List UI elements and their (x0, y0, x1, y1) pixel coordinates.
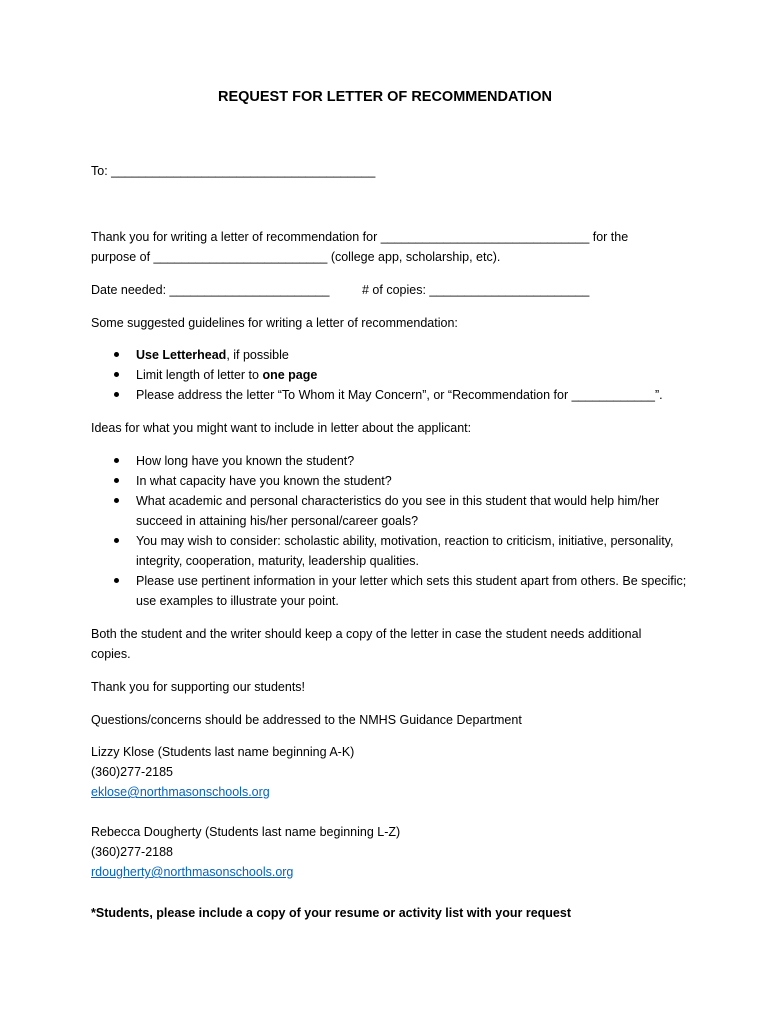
list-item (91, 491, 691, 531)
copy-note-line-2: copies. (91, 647, 131, 661)
idea-text: In what capacity have you known the student? (136, 474, 392, 488)
contact2-email-link[interactable]: rdougherty@northmasonschools.org (91, 865, 294, 879)
contact1-name: Lizzy Klose (Students last name beginning A-K) (91, 745, 355, 759)
guideline-letterhead: Use Letterhead (136, 348, 227, 362)
list-item (91, 571, 691, 611)
contact1-phone: (360)277-2185 (91, 765, 174, 779)
copies-count: # of copies: _______________________ (362, 283, 590, 297)
thanks-line-2: purpose of _________________________ (college app, scholarship, etc). (91, 250, 501, 264)
idea-text: How long have you known the student? (136, 454, 355, 468)
questions-note: Questions/concerns should be addressed to the NMHS Guidance Department (91, 713, 522, 727)
guidelines-intro: Some suggested guidelines for writing a letter of recommendation: (91, 316, 458, 330)
list-item (91, 471, 691, 491)
guidelines-list (91, 345, 691, 405)
idea-text: Please use pertinent information in your letter which sets this student apart from others. Be specific; use examples to illustrate your point. (136, 574, 687, 608)
list-item (91, 365, 691, 385)
list-item (91, 531, 691, 571)
contact2-phone: (360)277-2188 (91, 845, 174, 859)
contact1-email-link[interactable]: eklose@northmasonschools.org (91, 785, 270, 799)
list-item (91, 451, 691, 471)
idea-text: What academic and personal characteristics do you see in this student that would help him/her succeed in attaining his/her personal/career goals? (136, 494, 660, 528)
footer-note: *Students, please include a copy of your resume or activity list with your request (91, 906, 571, 920)
bullet-icon (114, 352, 119, 357)
date-needed: Date needed: _______________________ (91, 283, 330, 297)
document-title: REQUEST FOR LETTER OF RECOMMENDATION (217, 89, 553, 105)
thanks-line-1: Thank you for writing a letter of recommendation for ______________________________ for the (91, 230, 629, 244)
ideas-intro: Ideas for what you might want to include in letter about the applicant: (91, 421, 472, 435)
bullet-icon (114, 392, 119, 397)
guideline-address: Please address the letter “To Whom it May Concern”, or “Recommendation for ____________”. (136, 388, 663, 402)
guideline-length: Limit length of letter to (136, 368, 263, 382)
list-item (91, 385, 691, 405)
bullet-icon (114, 478, 119, 483)
ideas-list (91, 451, 691, 611)
copy-note-line-1: Both the student and the writer should keep a copy of the letter in case the student needs additional (91, 627, 642, 641)
bullet-icon (114, 372, 119, 377)
guideline-one-page: one page (262, 368, 318, 382)
thanks-support: Thank you for supporting our students! (91, 680, 306, 694)
bullet-icon (114, 458, 119, 463)
guideline-letterhead-rest: , if possible (226, 348, 289, 362)
contact2-name: Rebecca Dougherty (Students last name beginning L-Z) (91, 825, 401, 839)
to-line: To: ______________________________________ (91, 164, 376, 178)
bullet-icon (114, 578, 119, 583)
list-item (91, 345, 691, 365)
bullet-icon (114, 498, 119, 503)
bullet-icon (114, 538, 119, 543)
idea-text: You may wish to consider: scholastic ability, motivation, reaction to criticism, initiative, personality, integrity, cooperation, maturity, leadership qualities. (136, 534, 674, 568)
